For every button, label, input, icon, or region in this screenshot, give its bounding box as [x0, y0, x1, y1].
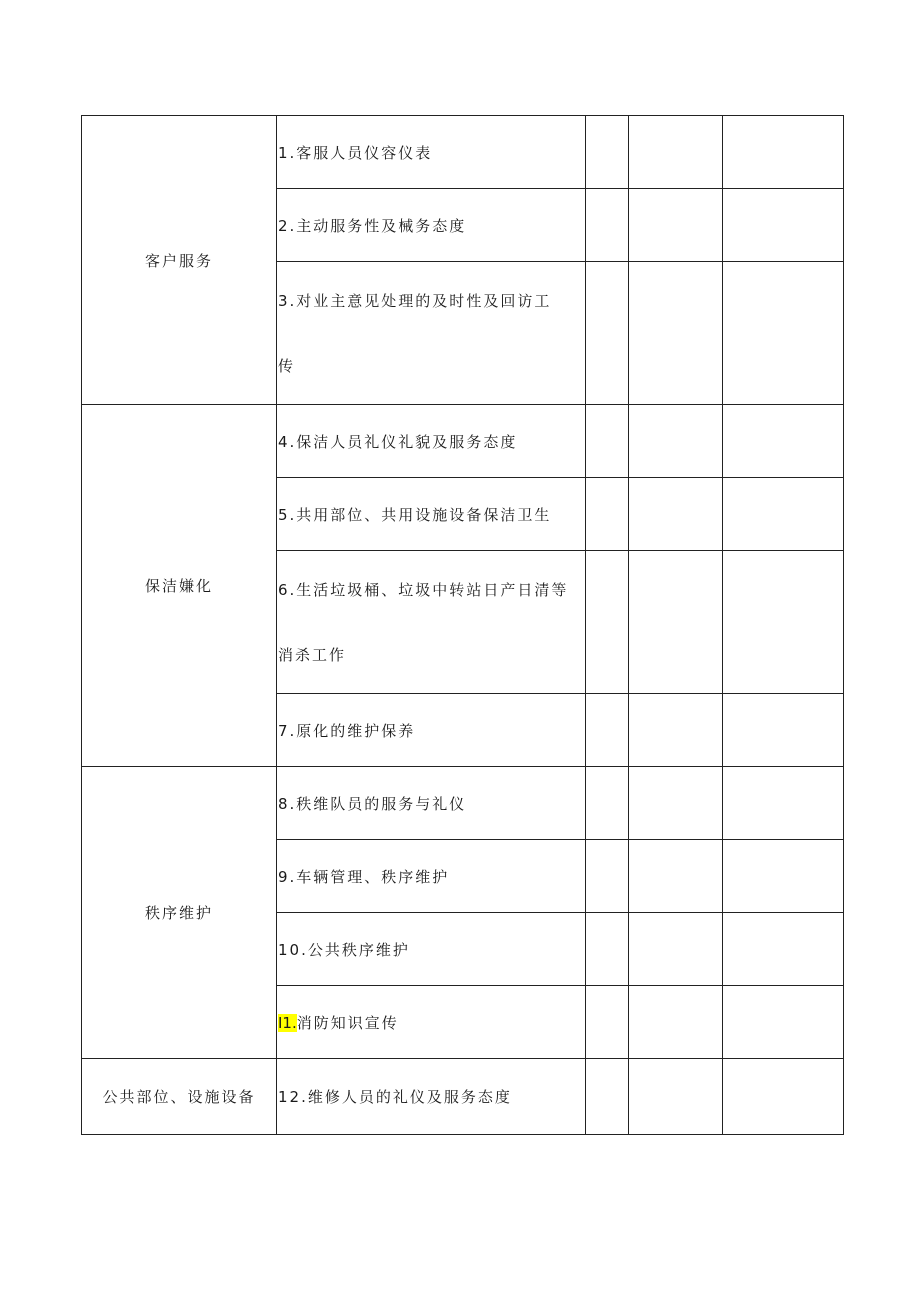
category-customer-service: 客户服务	[82, 116, 277, 405]
item-1: 1.客服人员仪容仪表	[277, 116, 586, 189]
score-cell	[629, 116, 723, 189]
score-cell	[586, 1059, 629, 1135]
score-cell	[586, 262, 629, 405]
score-cell	[629, 189, 723, 262]
score-cell	[723, 551, 844, 694]
item-2: 2.主动服务性及械务态度	[277, 189, 586, 262]
item-6	[277, 551, 586, 694]
item-8: 8.秩维队员的服务与礼仪	[277, 767, 586, 840]
score-cell	[586, 840, 629, 913]
score-cell	[629, 913, 723, 986]
item-6-line2: 消杀工作	[278, 646, 347, 664]
table-row	[82, 767, 844, 840]
item-6-line1: 6.生活垃圾桶、垃圾中转站日产日清等	[278, 581, 569, 599]
score-cell	[723, 913, 844, 986]
score-cell	[629, 694, 723, 767]
score-cell	[723, 694, 844, 767]
score-cell	[586, 116, 629, 189]
score-cell	[629, 551, 723, 694]
item-11	[277, 986, 586, 1059]
table-row	[82, 405, 844, 478]
item-7: 7.原化的维护保养	[277, 694, 586, 767]
score-cell	[723, 986, 844, 1059]
score-cell	[629, 986, 723, 1059]
score-cell	[586, 189, 629, 262]
item-11-number-highlight: I1.	[278, 1013, 297, 1032]
score-cell	[586, 694, 629, 767]
item-10: 10.公共秩序维护	[277, 913, 586, 986]
item-4: 4.保洁人员礼仪礼貌及服务态度	[277, 405, 586, 478]
item-9: 9.车辆管理、秩序维护	[277, 840, 586, 913]
score-cell	[629, 478, 723, 551]
score-cell	[586, 913, 629, 986]
score-cell	[586, 478, 629, 551]
score-cell	[723, 116, 844, 189]
score-cell	[586, 767, 629, 840]
score-cell	[723, 478, 844, 551]
category-cleaning: 保洁嫌化	[82, 405, 277, 767]
item-11-text: 消防知识宣传	[296, 1013, 399, 1032]
item-3-line2: 传	[278, 357, 296, 375]
item-3-line1: 3.对业主意见处理的及时性及回访工	[278, 292, 552, 310]
score-cell	[586, 986, 629, 1059]
score-cell	[723, 262, 844, 405]
item-12: 12.维修人员的礼仪及服务态度	[277, 1059, 586, 1135]
score-cell	[723, 405, 844, 478]
score-cell	[586, 551, 629, 694]
score-cell	[629, 405, 723, 478]
score-cell	[586, 405, 629, 478]
evaluation-table	[81, 115, 844, 1135]
score-cell	[629, 1059, 723, 1135]
score-cell	[629, 840, 723, 913]
category-order-maintenance: 秩序维护	[82, 767, 277, 1059]
score-cell	[629, 262, 723, 405]
score-cell	[723, 1059, 844, 1135]
table-row	[82, 116, 844, 189]
category-public-facilities: 公共部位、设施设备	[82, 1059, 277, 1135]
item-3	[277, 262, 586, 405]
table-row	[82, 1059, 844, 1135]
item-5: 5.共用部位、共用设施设备保洁卫生	[277, 478, 586, 551]
score-cell	[629, 767, 723, 840]
score-cell	[723, 189, 844, 262]
score-cell	[723, 840, 844, 913]
score-cell	[723, 767, 844, 840]
